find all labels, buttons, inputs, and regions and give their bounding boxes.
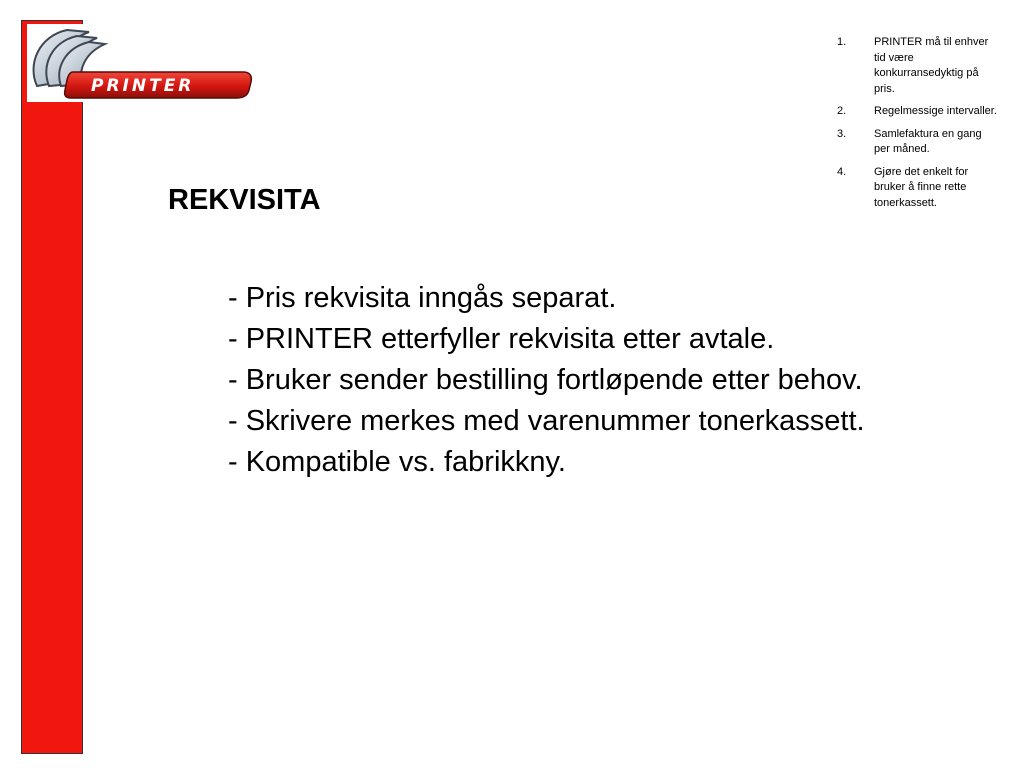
numbered-point (837, 35, 1000, 97)
point-number: 1. (837, 36, 847, 48)
printer-logo (27, 24, 259, 102)
numbered-point (837, 104, 1000, 120)
point-text: Samlefaktura en gang per måned. (874, 127, 982, 155)
numbered-points-list (837, 35, 1000, 218)
point-number: 4. (837, 165, 847, 178)
numbered-point (837, 165, 1000, 212)
logo-graphic (27, 24, 259, 102)
bullet-item: - Kompatible vs. fabrikkny. (228, 446, 566, 478)
point-number: 2. (837, 105, 847, 117)
bullet-item: - Pris rekvisita inngås separat. (228, 282, 617, 314)
bullet-item: - Bruker sender bestilling fortløpende etter behov. (228, 364, 863, 396)
logo-wordmark: PRINTER (91, 76, 195, 96)
point-text: Regelmessige intervaller. (874, 105, 997, 117)
bullet-item: - Skrivere merkes med varenummer tonerkassett. (228, 405, 865, 437)
point-text: Gjøre det enkelt for bruker å finne rette tonerkassett. (874, 165, 969, 209)
point-number: 3. (837, 127, 847, 140)
page-title: REKVISITA (168, 184, 321, 216)
red-sidebar (21, 20, 83, 754)
numbered-point (837, 127, 1000, 158)
point-text: PRINTER må til enhver tid være konkurransedyktig på pris. (874, 36, 989, 95)
bullet-list (228, 278, 918, 483)
bullet-item: - PRINTER etterfyller rekvisita etter avtale. (228, 323, 775, 355)
